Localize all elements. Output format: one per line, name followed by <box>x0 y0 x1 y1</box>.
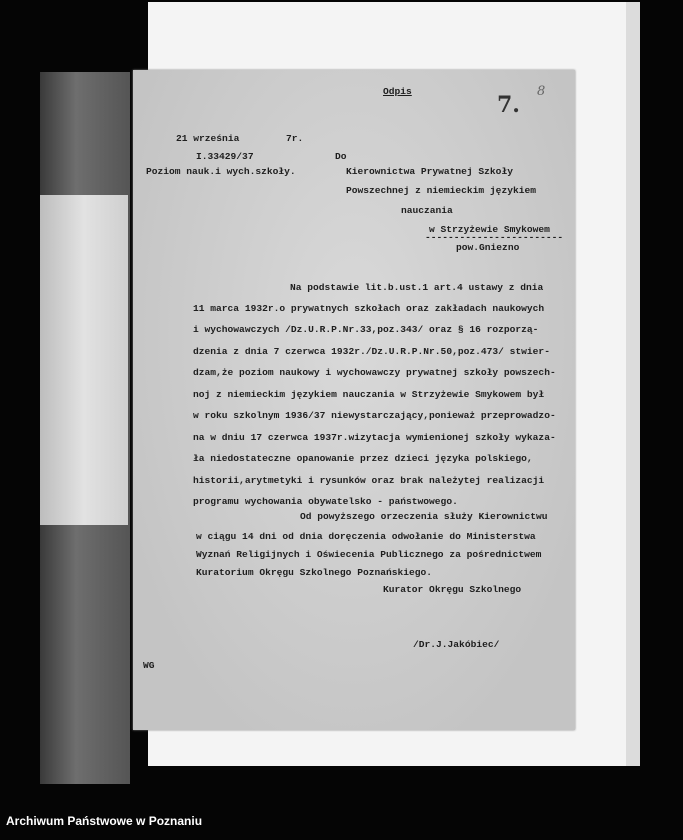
addressee-line: nauczania <box>401 205 453 216</box>
body-line: i wychowawczych /Dz.U.R.P.Nr.33,poz.343/ oraz § 16 rozporzą- <box>193 324 539 335</box>
year-suffix: 7r. <box>286 133 304 144</box>
body-line: Kuratorium Okręgu Szkolnego Poznańskiego. <box>196 567 433 578</box>
body-line: w roku szkolnym 1936/37 niewystarczający,ponieważ przeprowadzo- <box>193 410 556 421</box>
body-line: 11 marca 1932r.o prywatnych szkołach oraz zakładach naukowych <box>193 303 545 314</box>
reference-number: I.33429/37 <box>196 151 254 162</box>
body-line: w ciągu 14 dni od dnia doręczenia odwołanie do Ministerstwa <box>196 531 536 542</box>
body-line: dzam,że poziom naukowy i wychowawczy prywatnej szkoły powszech- <box>193 367 556 378</box>
body-line: programu wychowania obywatelsko - państwowego. <box>193 496 458 507</box>
left-strip-highlight <box>40 195 128 525</box>
signature-title: Kurator Okręgu Szkolnego <box>383 584 522 595</box>
addressee-underline: ------------------------ <box>425 232 564 243</box>
body-line: Wyznań Religijnych i Oświecenia Publicznego za pośrednictwem <box>196 549 542 560</box>
signature-name: /Dr.J.Jakóbiec/ <box>413 639 500 650</box>
to-label: Do <box>335 151 347 162</box>
back-page-edge <box>626 2 640 766</box>
body-line: noj z niemieckim językiem nauczania w Strzyżewie Smykowem był <box>193 389 545 400</box>
body-line: Na podstawie lit.b.ust.1 art.4 ustawy z dnia <box>290 282 544 293</box>
document-header-title: Odpis <box>383 86 412 97</box>
page-number-pencil: 8 <box>537 84 546 99</box>
archive-caption: Archiwum Państwowe w Poznaniu <box>6 814 203 828</box>
body-line: na w dniu 17 czerwca 1937r.wizytacja wymienionej szkoły wykaza- <box>193 432 556 443</box>
typist-initials: WG <box>143 660 155 671</box>
addressee-line: pow.Gniezno <box>456 242 520 253</box>
body-line: ła niedostateczne opanowanie przez dzieci języka polskiego, <box>193 453 533 464</box>
addressee-line: Powszechnej z niemieckim językiem <box>346 185 536 196</box>
folio-mark: 7. <box>497 92 520 118</box>
date: 21 września <box>176 133 240 144</box>
body-line: dzenia z dnia 7 czerwca 1932r./Dz.U.R.P.Nr.50,poz.473/ stwier- <box>193 346 550 357</box>
subject: Poziom nauk.i wych.szkoły. <box>146 166 296 177</box>
addressee-line: w Strzyżewie Smykowem <box>429 224 550 235</box>
body-line: Od powyższego orzeczenia służy Kierownictwu <box>300 511 548 522</box>
body-line: historii,arytmetyki i rysunków oraz brak należytej realizacji <box>193 475 545 486</box>
addressee-line: Kierownictwa Prywatnej Szkoły <box>346 166 513 177</box>
